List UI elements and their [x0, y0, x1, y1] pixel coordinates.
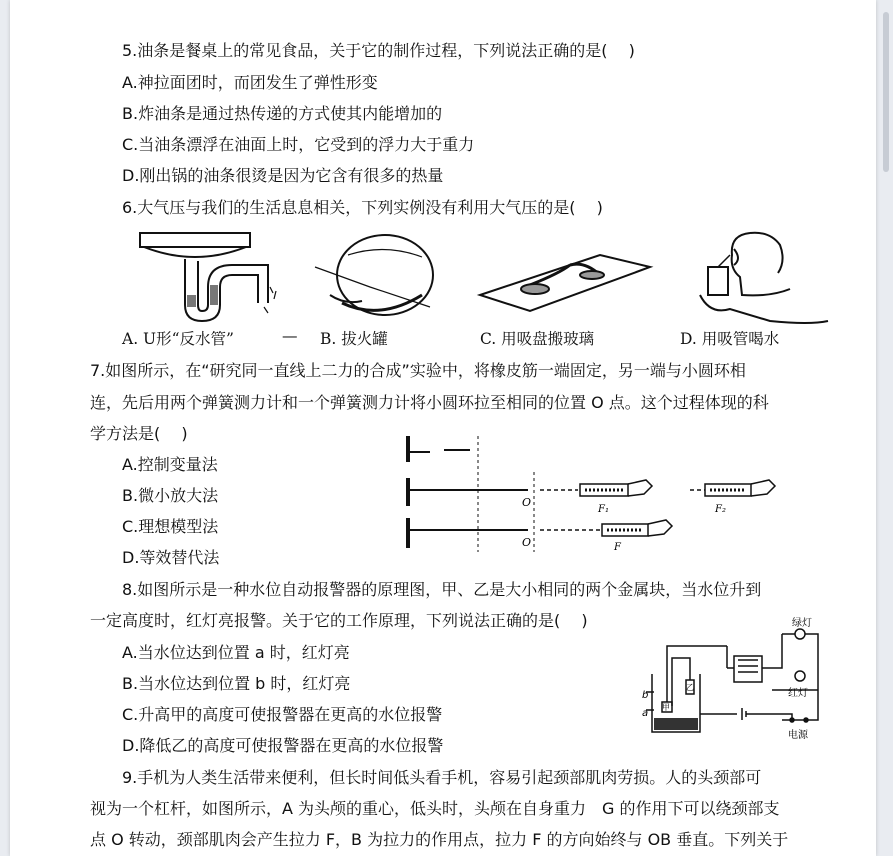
q5-option-b: B.炸油条是通过热传递的方式使其内能增加的	[122, 104, 443, 123]
q9-line-3: 点 O 转动，颈部肌肉会产生拉力 F，B 为拉力的作用点，拉力 F 的方向始终与 OB 垂直。下列关于	[90, 830, 789, 849]
u-tube-figure	[140, 233, 276, 321]
q7-option-a: A.控制变量法	[122, 455, 218, 474]
exam-page	[10, 0, 876, 856]
q7-force-diagram	[400, 432, 790, 554]
q9-line-2: 视为一个杠杆，如图所示，A 为头颅的重心，低头时，头颅在自身重力 G 的作用下可以绕颈部支	[90, 799, 780, 818]
q6-caption-c: C. 用吸盘搬玻璃	[480, 330, 595, 348]
q7-stem-line-3: 学方法是( )	[90, 424, 188, 443]
q7-option-d: D.等效替代法	[122, 548, 220, 567]
q7-option-b: B.微小放大法	[122, 486, 219, 505]
q6-caption-a: A. U形“反水管”	[122, 330, 234, 348]
suction-glass-figure	[480, 255, 650, 311]
q8-option-b: B.当水位达到位置 b 时，红灯亮	[122, 674, 351, 693]
q7-label-f1: F₁	[598, 504, 609, 515]
q5-option-c: C.当油条漂浮在油面上时，它受到的浮力大于重力	[122, 135, 475, 154]
q5-option-d: D.刚出锅的油条很烫是因为它含有很多的热量	[122, 166, 444, 185]
q7-label-o-2: O	[522, 536, 532, 549]
q5-stem: 5.油条是餐桌上的常见食品，关于它的制作过程，下列说法正确的是( )	[122, 41, 635, 60]
q5-option-a: A.神拉面团时，而团发生了弹性形变	[122, 73, 378, 92]
cupping-figure	[315, 235, 433, 315]
q6-figures	[130, 225, 830, 325]
q8-label-power: 电源	[788, 730, 808, 741]
q8-label-b: b	[642, 690, 649, 701]
q8-option-a: A.当水位达到位置 a 时，红灯亮	[122, 643, 350, 662]
scrollbar[interactable]	[881, 0, 891, 856]
drinking-straw-figure	[700, 233, 828, 323]
q7-stem-line-1: 7.如图所示，在“研究同一直线上二力的合成”实验中，将橡皮筋一端固定，另一端与小圆环相	[90, 361, 746, 380]
q8-label-green-lamp: 绿灯	[792, 618, 812, 629]
q7-label-f2: F₂	[715, 504, 726, 515]
q8-alarm-circuit	[642, 614, 832, 742]
q8-label-red-lamp: 红灯	[788, 688, 808, 699]
q7-label-f: F	[614, 542, 621, 553]
q8-label-jia: 甲	[662, 703, 670, 712]
q8-option-d: D.降低乙的高度可使报警器在更高的水位报警	[122, 736, 444, 755]
scrollbar-thumb[interactable]	[883, 12, 889, 172]
q7-stem-line-2: 连，先后用两个弹簧测力计和一个弹簧测力计将小圆环拉至相同的位置 O 点。这个过程体现的科	[90, 393, 769, 412]
q7-label-o-1: O	[522, 496, 532, 509]
q8-stem-line-2: 一定高度时，红灯亮报警。关于它的工作原理，下列说法正确的是( )	[90, 611, 588, 630]
q8-label-a: a	[642, 708, 649, 719]
q6-stem: 6.大气压与我们的生活息息相关，下列实例没有利用大气压的是( )	[122, 198, 603, 217]
q8-label-yi: 乙	[686, 683, 694, 692]
q7-option-c: C.理想模型法	[122, 517, 219, 536]
q8-option-c: C.升高甲的高度可使报警器在更高的水位报警	[122, 705, 443, 724]
q6-caption-d: D. 用吸管喝水	[680, 330, 780, 348]
q9-line-1: 9.手机为人类生活带来便利，但长时间低头看手机，容易引起颈部肌肉劳损。人的头颈部可	[122, 768, 762, 787]
q8-stem-line-1: 8.如图所示是一种水位自动报警器的原理图，甲、乙是大小相同的两个金属块，当水位升到	[122, 580, 762, 599]
q6-caption-b: B. 拔火罐	[320, 330, 388, 348]
q6-caption-dash: —	[282, 327, 298, 345]
